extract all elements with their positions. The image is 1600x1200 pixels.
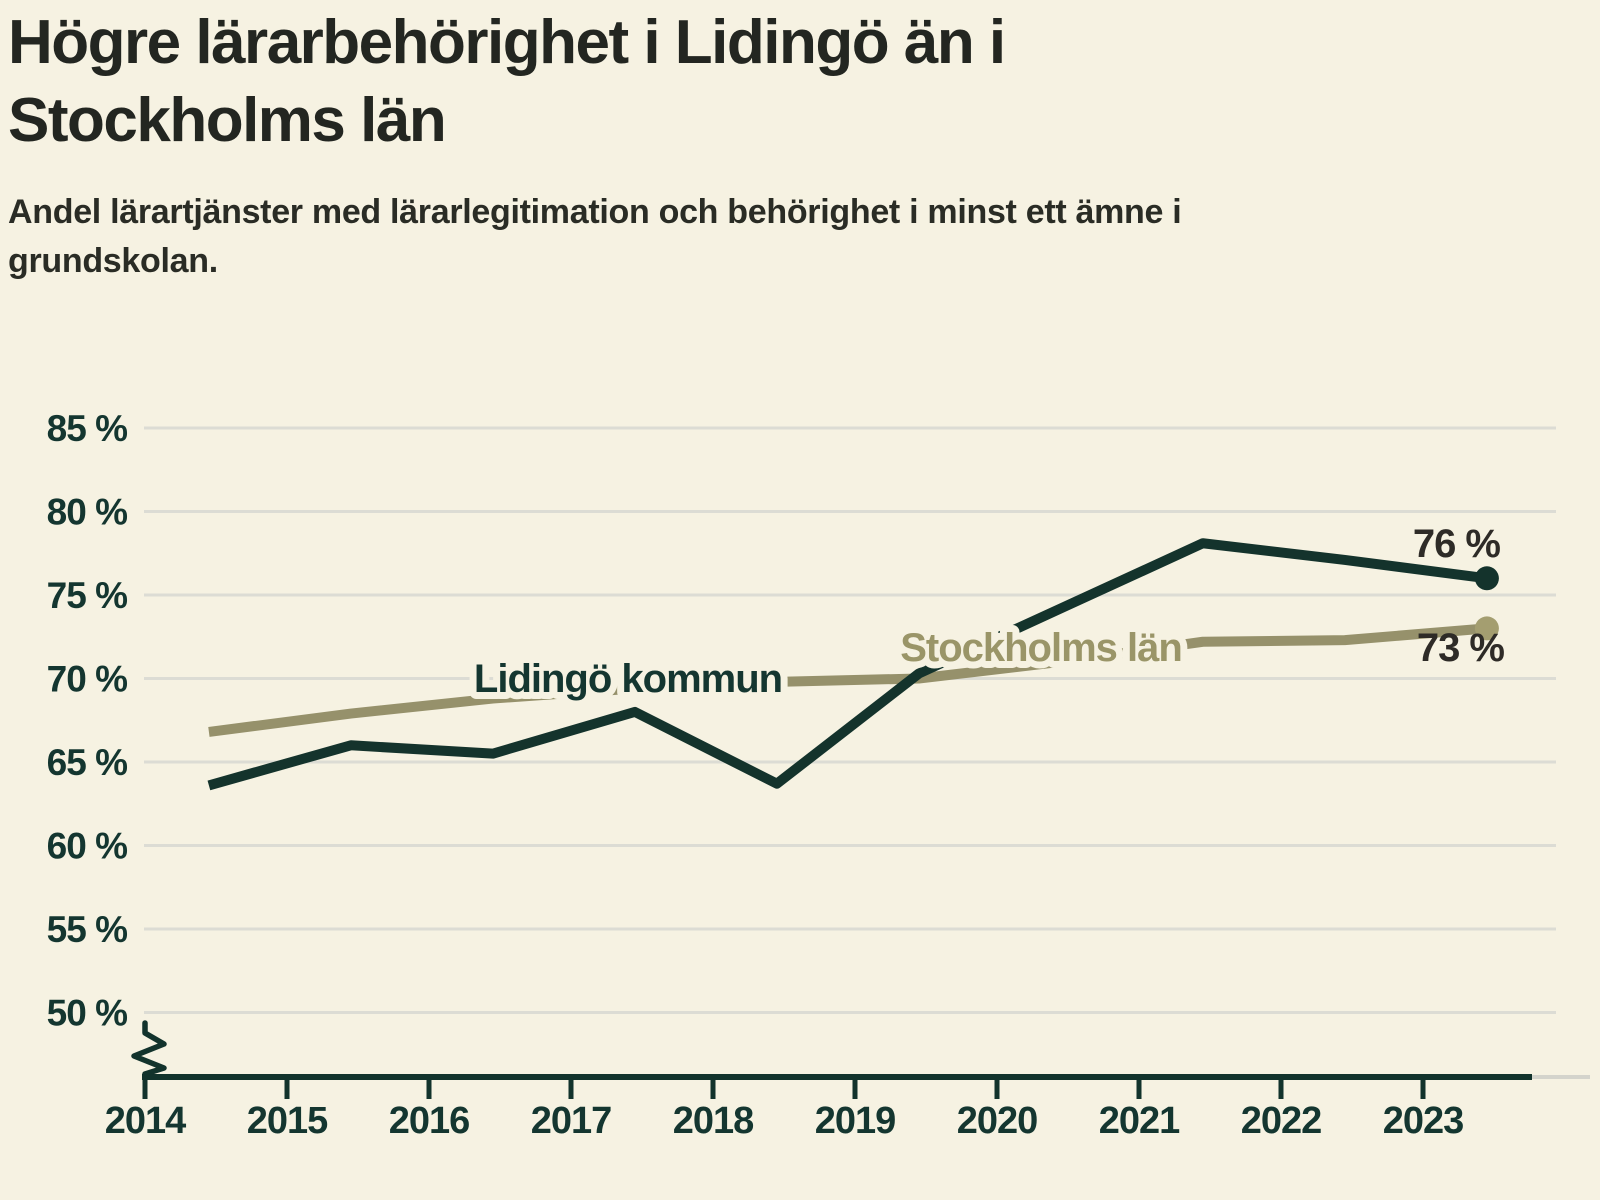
- x-tick-label: 2021: [1098, 1100, 1180, 1142]
- series-lines: [209, 543, 1487, 785]
- x-tick-label: 2015: [246, 1100, 328, 1142]
- x-axis-ticks: [145, 1077, 1423, 1099]
- series-label-stockholms-lan: Stockholms län: [900, 626, 1182, 670]
- x-tick-label: 2016: [388, 1100, 470, 1142]
- chart-header: [8, 4, 1181, 286]
- x-tick-label: 2017: [530, 1100, 612, 1142]
- x-axis-labels: [105, 1100, 1464, 1142]
- x-tick-label: 2022: [1240, 1100, 1322, 1142]
- y-axis-labels: [47, 408, 127, 1034]
- y-tick-label: 70 %: [46, 658, 127, 700]
- y-tick-label: 55 %: [46, 909, 127, 950]
- series-end-dot: [1475, 566, 1499, 590]
- y-tick-label: 80 %: [46, 491, 127, 533]
- title-line-2: Stockholms län: [8, 86, 446, 155]
- subtitle-line-1: Andel lärartjänster med lärarlegitimation och behörighet i minst ett ämne i: [8, 193, 1182, 231]
- gridlines: [144, 428, 1556, 1013]
- series-label-lidingo-kommun: Lidingö kommun: [473, 657, 783, 701]
- y-tick-label: 75 %: [46, 575, 127, 616]
- x-tick-label: 2020: [956, 1100, 1038, 1142]
- y-tick-label: 65 %: [46, 742, 127, 783]
- chart-subtitle: [8, 188, 1181, 286]
- x-tick-label: 2019: [814, 1100, 896, 1142]
- x-tick-label: 2023: [1382, 1100, 1464, 1142]
- series-labels: [474, 626, 1182, 701]
- series-end-value-label: 76 %: [1412, 522, 1500, 566]
- y-tick-label: 85 %: [46, 408, 127, 449]
- series-line-stockholms-lan: [209, 628, 1487, 732]
- y-tick-label: 50 %: [46, 992, 127, 1034]
- x-axis: [134, 1023, 1590, 1078]
- y-tick-label: 60 %: [46, 825, 127, 867]
- title-line-1: Högre lärarbehörighet i Lidingö än i: [8, 8, 1005, 77]
- page-title: [8, 4, 1181, 160]
- axis-break-icon: [134, 1023, 164, 1078]
- subtitle-line-2: grundskolan.: [8, 242, 218, 280]
- series-end-value-label: 73 %: [1416, 626, 1504, 670]
- series-line-lidingo-kommun: [209, 543, 1487, 785]
- x-tick-label: 2018: [672, 1100, 754, 1142]
- x-tick-label: 2014: [104, 1100, 186, 1142]
